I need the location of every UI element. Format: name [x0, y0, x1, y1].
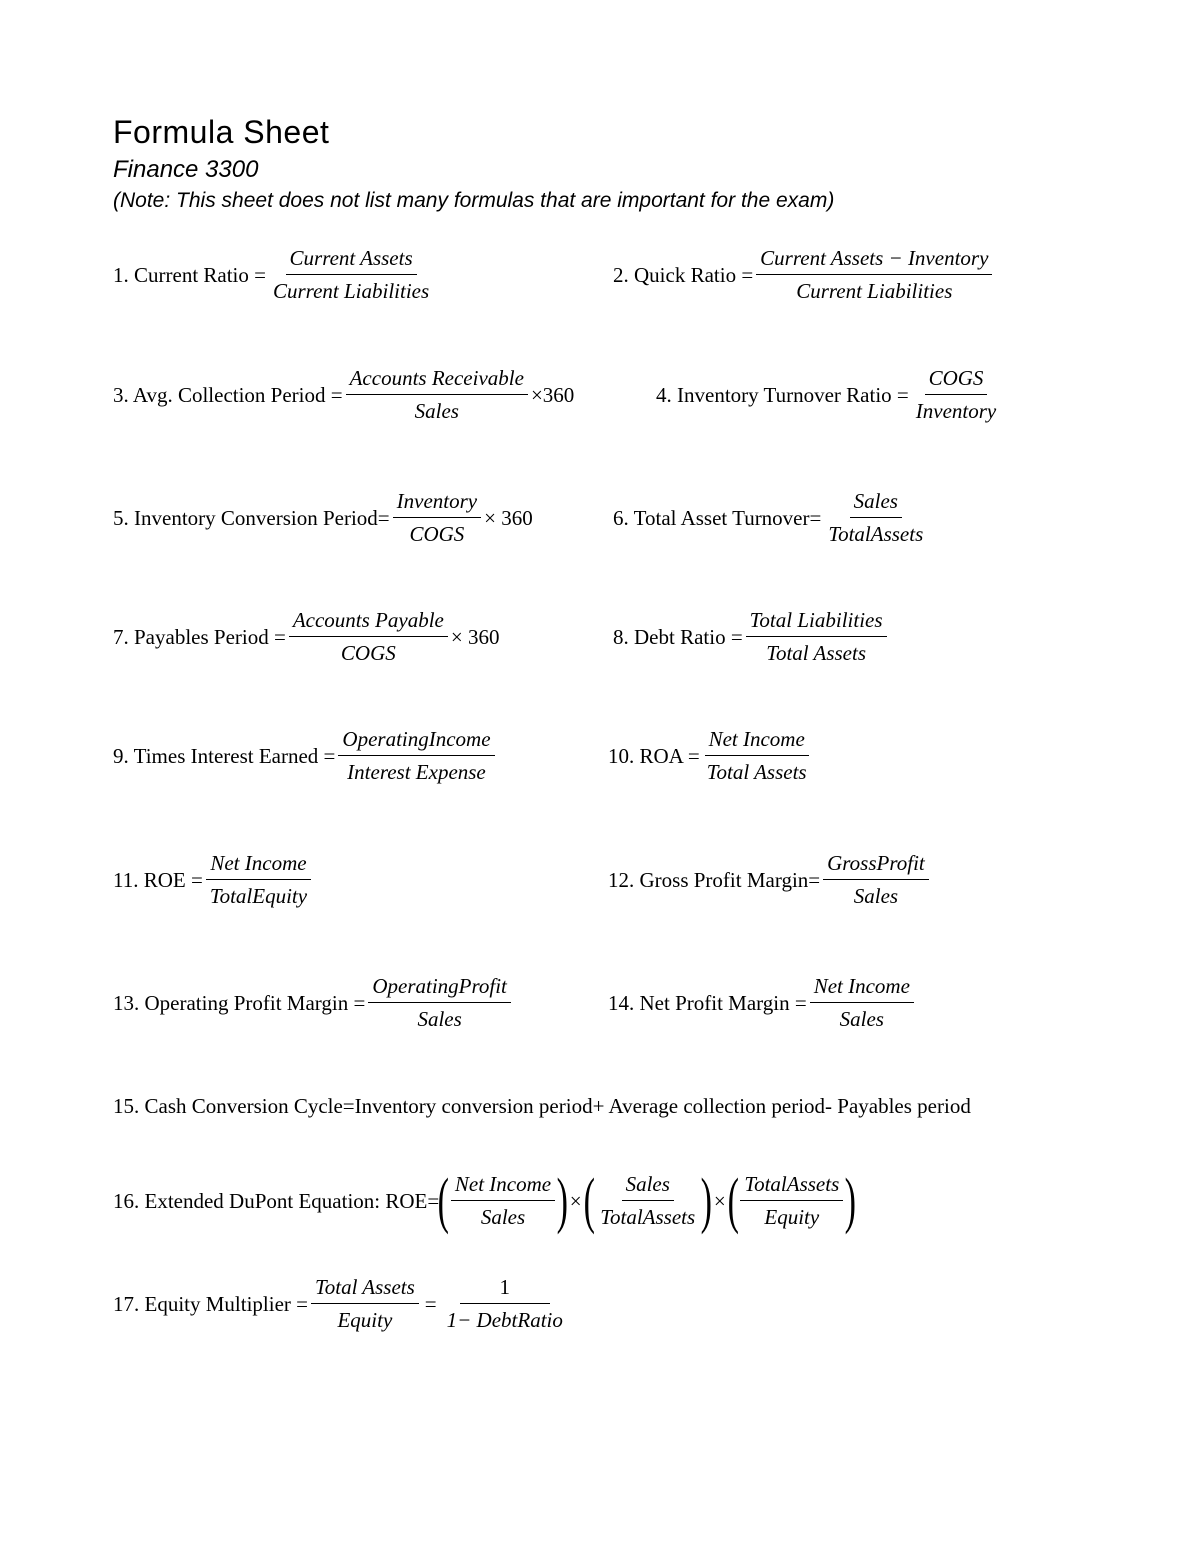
formula-roa	[608, 727, 814, 785]
disclaimer-note: (Note: This sheet does not list many formulas that are important for the exam)	[113, 189, 835, 212]
formula-payables-period	[113, 608, 499, 666]
fraction	[756, 246, 992, 304]
formula-equity-multiplier	[113, 1275, 570, 1333]
denominator: Sales	[853, 884, 899, 908]
formula-text: 15. Cash Conversion Cycle=Inventory conversion period+ Average collection period- Payables period	[113, 1094, 971, 1118]
fraction	[338, 727, 494, 785]
denominator: Sales	[417, 1007, 462, 1031]
formula-label: 6. Total Asset Turnover=	[613, 505, 822, 530]
numerator: Sales	[850, 489, 902, 518]
times-symbol: ×	[713, 1188, 726, 1213]
numerator: Current Assets	[286, 246, 417, 275]
page-title: Formula Sheet	[113, 114, 330, 150]
denominator: Sales	[839, 1007, 884, 1031]
open-paren: (	[583, 1167, 595, 1235]
fraction	[269, 246, 433, 304]
numerator: Total Assets	[311, 1275, 419, 1304]
formula-inventory-conversion-period	[113, 489, 533, 547]
formula-label: 10. ROA =	[608, 743, 700, 768]
formula-quick-ratio	[613, 246, 995, 304]
numerator: Net Income	[451, 1172, 555, 1201]
denominator: Current Liabilities	[796, 279, 953, 303]
formula-debt-ratio	[613, 608, 890, 666]
denominator: TotalEquity	[209, 884, 308, 908]
fraction	[206, 851, 311, 909]
numerator: OperatingProfit	[368, 974, 511, 1003]
denominator: Inventory	[915, 399, 997, 423]
numerator: 1	[460, 1275, 551, 1304]
formula-label: 2. Quick Ratio =	[613, 262, 754, 287]
formula-times-interest-earned	[113, 727, 498, 785]
multiplier: × 360	[484, 505, 533, 530]
numerator: TotalAssets	[740, 1172, 843, 1201]
formula-operating-profit-margin	[113, 974, 514, 1032]
formula-net-profit-margin	[608, 974, 917, 1032]
fraction	[810, 974, 914, 1032]
denominator: Equity	[337, 1308, 393, 1332]
formula-total-asset-turnover	[613, 489, 930, 547]
fraction	[393, 489, 481, 547]
times-symbol: ×	[569, 1188, 582, 1213]
formula-label: 17. Equity Multiplier =	[113, 1291, 308, 1316]
fraction	[451, 1172, 555, 1230]
denominator: TotalAssets	[828, 522, 924, 546]
fraction	[823, 851, 929, 909]
formula-label: 1. Current Ratio =	[113, 262, 266, 287]
denominator: TotalAssets	[600, 1205, 696, 1229]
denominator: Sales	[414, 399, 459, 423]
fraction	[311, 1275, 419, 1333]
formula-gross-profit-margin	[608, 851, 932, 909]
denominator: COGS	[409, 522, 465, 546]
formula-cash-conversion-cycle	[113, 1094, 971, 1119]
fraction	[368, 974, 511, 1032]
close-paren: )	[556, 1167, 569, 1235]
equals-symbol: =	[424, 1291, 437, 1316]
numerator: Total Liabilities	[746, 608, 887, 637]
formula-label: 5. Inventory Conversion Period=	[113, 505, 390, 530]
denominator: Equity	[764, 1205, 820, 1229]
formula-label: 3. Avg. Collection Period =	[113, 382, 343, 407]
fraction	[289, 608, 448, 666]
formula-label: 4. Inventory Turnover Ratio =	[656, 382, 909, 407]
fraction	[746, 608, 887, 666]
numerator: COGS	[925, 366, 988, 395]
formula-inventory-turnover	[656, 366, 1003, 424]
formula-label: 8. Debt Ratio =	[613, 624, 743, 649]
multiplier: × 360	[450, 624, 500, 649]
formula-label: 11. ROE =	[113, 867, 203, 892]
numerator: GrossProfit	[823, 851, 929, 880]
formula-label: 9. Times Interest Earned =	[113, 743, 336, 768]
formula-avg-collection-period	[113, 366, 574, 424]
numerator: Accounts Payable	[289, 608, 448, 637]
formula-extended-dupont	[113, 1167, 857, 1235]
numerator: OperatingIncome	[338, 727, 494, 756]
fraction	[346, 366, 528, 424]
formula-label: 12. Gross Profit Margin=	[608, 867, 821, 892]
numerator: Sales	[622, 1172, 674, 1201]
fraction	[443, 1275, 567, 1333]
numerator: Accounts Receivable	[346, 366, 528, 395]
formula-label: 13. Operating Profit Margin =	[113, 990, 366, 1015]
numerator: Net Income	[705, 727, 809, 756]
formula-current-ratio	[113, 246, 436, 304]
denominator: Current Liabilities	[273, 279, 430, 303]
denominator: Total Assets	[706, 760, 807, 784]
numerator: Net Income	[206, 851, 310, 880]
numerator: Net Income	[810, 974, 914, 1003]
denominator: COGS	[340, 641, 396, 665]
denominator: Interest Expense	[347, 760, 486, 784]
fraction	[703, 727, 811, 785]
multiplier: ×360	[530, 382, 575, 407]
fraction	[740, 1172, 843, 1230]
formula-label: 7. Payables Period =	[113, 624, 286, 649]
formula-roe	[113, 851, 314, 909]
numerator: Inventory	[393, 489, 481, 518]
numerator: Current Assets − Inventory	[756, 246, 992, 275]
open-paren: (	[727, 1167, 739, 1235]
formula-label: 16. Extended DuPont Equation: ROE=	[113, 1188, 440, 1213]
close-paren: )	[700, 1167, 713, 1235]
fraction	[912, 366, 1000, 424]
denominator: 1− DebtRatio	[446, 1308, 563, 1332]
denominator: Total Assets	[766, 641, 866, 665]
fraction	[824, 489, 927, 547]
formula-label: 14. Net Profit Margin =	[608, 990, 807, 1015]
close-paren: )	[844, 1167, 857, 1235]
fraction	[596, 1172, 699, 1230]
course-subtitle: Finance 3300	[113, 156, 259, 183]
denominator: Sales	[480, 1205, 526, 1229]
open-paren: (	[437, 1167, 450, 1235]
